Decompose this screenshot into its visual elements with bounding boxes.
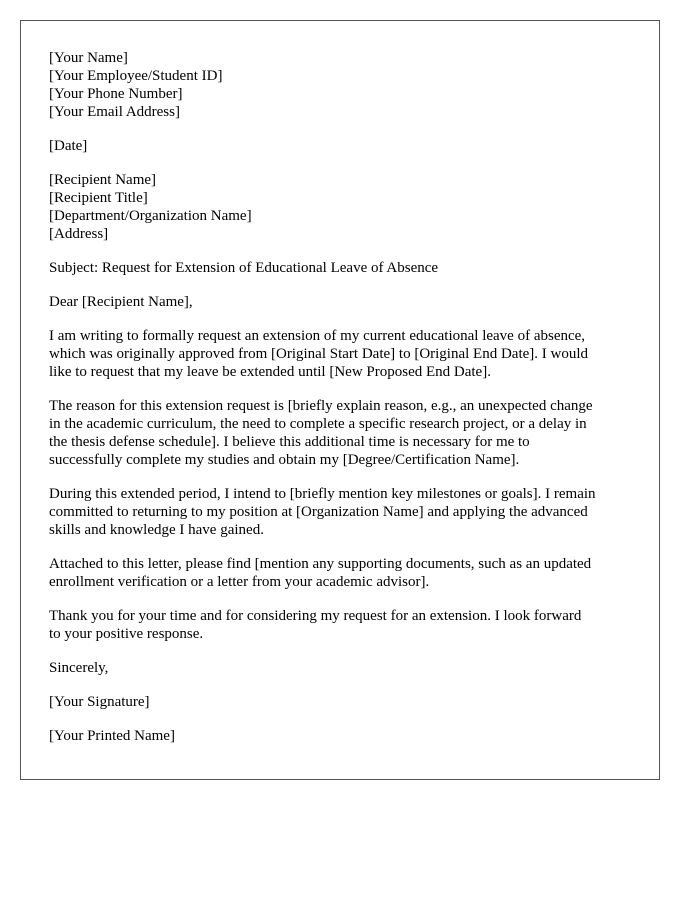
paragraph-line: the thesis defense schedule]. I believe this additional time is necessary for me to (49, 434, 530, 450)
salutation-text: Dear [Recipient Name], (49, 294, 193, 310)
subject-line (49, 259, 639, 277)
sender-name: [Your Name] (49, 50, 128, 66)
body-paragraph-5 (49, 607, 639, 643)
recipient-department: [Department/Organization Name] (49, 208, 252, 224)
printed-name-block (49, 727, 639, 745)
recipient-title: [Recipient Title] (49, 190, 148, 206)
paragraph-line: which was originally approved from [Original Start Date] to [Original End Date]. I would (49, 346, 589, 362)
body-paragraph-3 (49, 485, 639, 539)
paragraph-line: committed to returning to my position at [Organization Name] and applying the advanced (49, 504, 588, 520)
paragraph-line: The reason for this extension request is [briefly explain reason, e.g., an unexpected change (49, 398, 593, 414)
sender-id: [Your Employee/Student ID] (49, 68, 223, 84)
paragraph-line: During this extended period, I intend to [briefly mention key milestones or goals]. I remain (49, 486, 596, 502)
signature-placeholder: [Your Signature] (49, 694, 150, 710)
paragraph-line: skills and knowledge I have gained. (49, 522, 264, 538)
paragraph-line: Attached to this letter, please find [mention any supporting documents, such as an updated (49, 556, 592, 572)
sender-phone: [Your Phone Number] (49, 86, 183, 102)
body-paragraph-2 (49, 397, 639, 469)
closing (49, 659, 639, 677)
paragraph-line: in the academic curriculum, the need to complete a specific research project, or a delay in (49, 416, 587, 432)
printed-name: [Your Printed Name] (49, 728, 175, 744)
closing-text: Sincerely, (49, 660, 109, 676)
date-block (49, 137, 639, 155)
letter-content (49, 49, 639, 761)
signature-block (49, 693, 639, 711)
paragraph-line: Thank you for your time and for considering my request for an extension. I look forward (49, 608, 582, 624)
letter-date: [Date] (49, 138, 88, 154)
body-paragraph-4 (49, 555, 639, 591)
letter-page (20, 20, 660, 780)
paragraph-line: to your positive response. (49, 626, 204, 642)
sender-email: [Your Email Address] (49, 104, 180, 120)
body-paragraph-1 (49, 327, 639, 381)
recipient-block (49, 171, 639, 243)
sender-block (49, 49, 639, 121)
paragraph-line: I am writing to formally request an extension of my current educational leave of absence, (49, 328, 586, 344)
recipient-name: [Recipient Name] (49, 172, 157, 188)
paragraph-line: successfully complete my studies and obtain my [Degree/Certification Name]. (49, 452, 520, 468)
recipient-address: [Address] (49, 226, 109, 242)
subject-text: Subject: Request for Extension of Educational Leave of Absence (49, 260, 439, 276)
salutation (49, 293, 639, 311)
paragraph-line: enrollment verification or a letter from your academic advisor]. (49, 574, 430, 590)
paragraph-line: like to request that my leave be extended until [New Proposed End Date]. (49, 364, 491, 380)
